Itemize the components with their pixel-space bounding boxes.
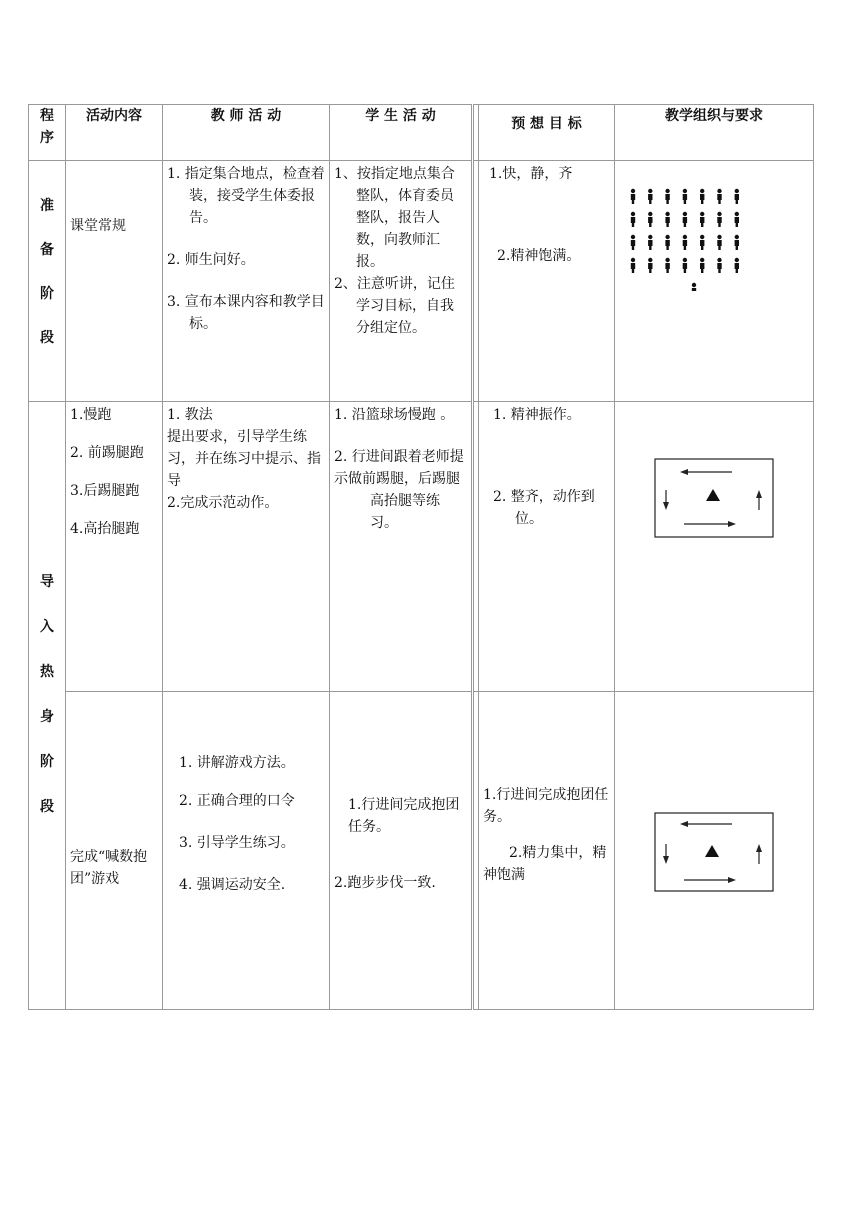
teacher-item: 1. 指定集合地点，检查着装，接受学生体委报告。 xyxy=(167,166,325,226)
content-item: 1.慢跑 xyxy=(70,407,112,423)
student-figure xyxy=(631,258,635,273)
warmup-student xyxy=(330,402,473,692)
stage-char: 导 xyxy=(40,573,54,590)
content-text: 完成“喊数抱团”游戏 xyxy=(70,849,148,887)
teacher-item: 2. 师生问好。 xyxy=(167,252,255,268)
stage-warmup xyxy=(29,402,66,1010)
student-formation-icon xyxy=(615,161,813,291)
student-figure xyxy=(717,258,721,273)
student-figure xyxy=(648,212,652,227)
prep-organization xyxy=(615,161,814,402)
goal-item: 2.精神饱满。 xyxy=(497,248,581,264)
student-figure xyxy=(700,235,704,250)
student-figure xyxy=(735,189,739,204)
goal-item: 2. 整齐，动作到位。 xyxy=(493,489,595,527)
header-goal: 预 想 目 标 xyxy=(479,105,615,161)
warmup-content xyxy=(66,402,163,692)
student-figure xyxy=(665,258,669,273)
teacher-item: 1. 教法 xyxy=(167,407,213,423)
goal-item: 1. 精神振作。 xyxy=(493,407,581,423)
stage-char: 准 xyxy=(40,198,54,214)
warmup-teacher xyxy=(163,402,330,692)
stage-char: 阶 xyxy=(40,286,54,302)
header-row xyxy=(29,105,814,161)
stage-char: 入 xyxy=(40,618,54,635)
stage-char: 身 xyxy=(40,708,54,725)
goal-item: 1.快，静，齐 xyxy=(489,166,573,182)
student-item: 1. 沿篮球场慢跑 。 xyxy=(334,407,455,423)
teacher-item: 3. 宣布本课内容和教学目标。 xyxy=(167,294,325,332)
header-content: 活动内容 xyxy=(66,105,163,161)
running-loop-diagram-icon xyxy=(654,458,774,540)
prep-row xyxy=(29,161,814,402)
content-item: 2. 前踢腿跑 xyxy=(70,445,144,461)
teacher-item: 1. 讲解游戏方法。 xyxy=(179,755,295,771)
warmup-goal xyxy=(479,402,615,692)
student-figure xyxy=(665,212,669,227)
student-figure xyxy=(717,212,721,227)
student-figure xyxy=(683,212,687,227)
goal-item: 2.精力集中，精神饱满 xyxy=(483,845,607,883)
stage-char: 热 xyxy=(40,663,54,680)
student-figure xyxy=(717,189,721,204)
stage-char: 段 xyxy=(40,798,54,815)
student-item: 2.跑步步伐一致. xyxy=(334,875,436,891)
prep-teacher xyxy=(163,161,330,402)
running-loop-diagram-icon xyxy=(654,812,774,894)
content-item: 3.后踢腿跑 xyxy=(70,483,140,499)
prep-goal xyxy=(479,161,615,402)
stage-char: 备 xyxy=(40,242,54,258)
student-figure xyxy=(648,258,652,273)
student-item: 2、注意听讲，记住学习目标，自我分组定位。 xyxy=(334,276,455,336)
teacher-item: 2.完成示范动作。 xyxy=(167,495,279,511)
lesson-plan-table xyxy=(28,104,814,1010)
teacher-item: 4. 强调运动安全. xyxy=(179,877,286,893)
student-figure xyxy=(683,235,687,250)
student-item: 1、按指定地点集合整队，体育委员整队，报告人数，向教师汇报。 xyxy=(334,166,455,270)
goal-item: 1.行进间完成抱团任务。 xyxy=(483,787,609,825)
student-figure xyxy=(717,235,721,250)
game-student xyxy=(330,692,473,1010)
content-text: 课堂常规 xyxy=(70,218,126,234)
student-item: 2. 行进间跟着老师提示做前踢腿，后踢腿 xyxy=(334,449,464,487)
student-figure xyxy=(735,235,739,250)
stage-char: 阶 xyxy=(40,753,54,770)
student-figure xyxy=(648,189,652,204)
student-figure xyxy=(665,189,669,204)
teacher-item: 2. 正确合理的口令 xyxy=(179,793,295,809)
content-item: 4.高抬腿跑 xyxy=(70,521,140,537)
teacher-item: 3. 引导学生练习。 xyxy=(179,835,295,851)
student-figure xyxy=(683,258,687,273)
student-figure xyxy=(631,212,635,227)
student-figure xyxy=(648,235,652,250)
stage-char: 段 xyxy=(40,330,54,346)
prep-student xyxy=(330,161,473,402)
header-student: 学 生 活 动 xyxy=(330,105,473,161)
warmup-row xyxy=(29,402,814,692)
student-figure xyxy=(631,189,635,204)
stage-prep xyxy=(29,161,66,402)
student-figure xyxy=(700,212,704,227)
game-content xyxy=(66,692,163,1010)
student-figure xyxy=(692,283,696,291)
student-figure xyxy=(665,235,669,250)
student-figure xyxy=(735,212,739,227)
student-figure xyxy=(631,235,635,250)
prep-content xyxy=(66,161,163,402)
game-row xyxy=(29,692,814,1010)
header-order: 程序 xyxy=(29,105,66,161)
game-teacher xyxy=(163,692,330,1010)
warmup-organization xyxy=(615,402,814,692)
student-figure xyxy=(700,258,704,273)
student-figure xyxy=(735,258,739,273)
game-goal xyxy=(479,692,615,1010)
header-teacher: 教 师 活 动 xyxy=(163,105,330,161)
game-organization xyxy=(615,692,814,1010)
student-figure xyxy=(683,189,687,204)
student-item: 1.行进间完成抱团任务。 xyxy=(348,797,460,835)
teacher-item: 提出要求，引导学生练习，并在练习中提示、指导 xyxy=(167,429,321,489)
header-organization: 教学组织与要求 xyxy=(615,105,814,161)
student-item: 高抬腿等练习。 xyxy=(370,493,440,531)
student-figure xyxy=(700,189,704,204)
